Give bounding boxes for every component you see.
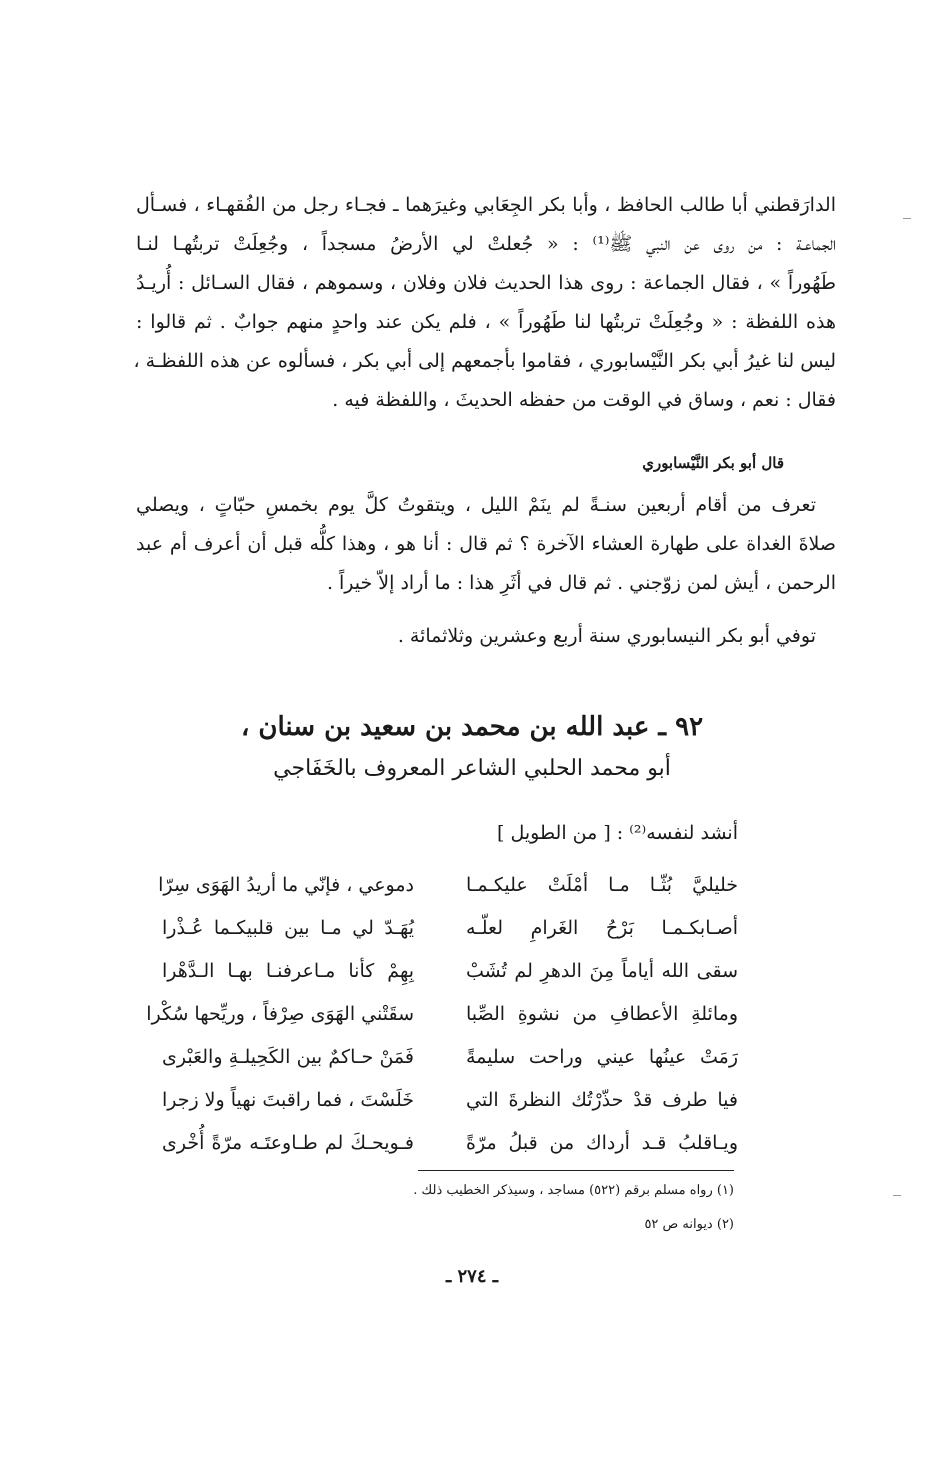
text-line: صلاةَ الغداة على طهارة العشاء الآخرة ؟ ثم قال : أنا هو ، وهذا كلُّه قبل أن أعرف أم عبد — [136, 533, 836, 555]
text-line: الرحمن ، أيش لمن زوّجني . ثم قال في أثَرِ هذا : ما أراد إلاّ خيراً . — [326, 572, 836, 594]
verse-second-hemistich: خَلَسْتَ ، فما راقبتَ نهياً ولا زجرا — [161, 1089, 414, 1111]
scan-mark — [903, 218, 911, 219]
verse-second-hemistich: دموعي ، فإنّي ما أريدُ الهَوَى سِرّا — [158, 874, 414, 896]
text-line: ليس لنا غيرُ أبي بكر النَّيْسابوري ، فقاموا بأجمعهم إلى أبي بكر ، فسألوه عن هذه اللفظـة ، — [133, 350, 836, 372]
verse — [0, 909, 944, 947]
text-line: الدارَقطني أبا طالب الحافظ ، وأبا بكر الجِعَابي وغيرَهما ـ فجـاء رجل من الفُقهـاء ، فسـأل — [136, 194, 836, 216]
verse-first-hemistich: سقى الله أياماً مِنَ الدهرِ لم تُشَبْ — [466, 960, 738, 982]
verse-first-hemistich: رَمَتْ عينُها عيني وراحت سليمةً — [466, 1046, 738, 1068]
verse-first-hemistich: خليليَّ بُثّـا مـا أمْلَتْ عليكـمـا — [466, 874, 738, 896]
text-line: الجماعـة : من روى عن النبي ﷺ⁽¹⁾ : « جُعلتْ لي الأرضُ مسجداً ، وجُعِلَتْ تربتُهـا لنـا — [136, 233, 836, 255]
verse — [0, 995, 944, 1033]
text-line: هذه اللفظة : « وجُعِلَتْ تربتُها لنا طَهُوراً » ، فلم يكن عند واحدٍ منهم جوابٌ . ثم قالوا : — [136, 311, 836, 333]
poem-intro: أنشد لنفسه⁽²⁾ : [ من الطويل ] — [497, 822, 738, 844]
text-line: طَهُوراً » ، فقال الجماعة : روى هذا الحديث فلان وفلان ، وسموهم ، فقال السـائل : أُريـدُ — [136, 272, 836, 294]
footnote: (٢) ديوانه ص ٥٢ — [644, 1217, 734, 1232]
page-number: ـ ٢٧٤ ـ — [445, 1266, 499, 1287]
verse-first-hemistich: ويـاقلبُ قـد أرداك من قبلُ مرّةً — [466, 1132, 738, 1154]
footnote: (١) رواه مسلم برقم (٥٢٢) مساجد ، وسيذكر الخطيب ذلك . — [413, 1183, 734, 1198]
verse — [0, 866, 944, 904]
death-note: توفي أبو بكر النيسابوري سنة أربع وعشرين وثلاثمائة . — [397, 625, 816, 647]
verse-second-hemistich: بِهِمْ كأنا مـاعرفنـا بهـا الـدَّهْرا — [162, 960, 414, 982]
verse-first-hemistich: فيا طرف قدْ حذّرْتُك النظرةَ التي — [466, 1089, 738, 1111]
text-line: تعرف من أقام أربعين سنـةً لم ينَمْ الليل ، ويتقوتُ كلَّ يوم بخمسِ حبّاتٍ ، ويصلي — [136, 494, 816, 516]
verse — [0, 1038, 944, 1076]
verse-first-hemistich: أصـابكـمـا بَرْحُ الغَرامِ لعلّـه — [466, 917, 738, 939]
verse-second-hemistich: فـويحـكَ لم طـاوعتَـه مرّةً أُخْرى — [162, 1132, 414, 1154]
verse — [0, 1081, 944, 1119]
entry-title: ٩٢ ـ عبد الله بن محمد بن سعيد بن سنان ، — [240, 712, 704, 742]
text-line: فقال : نعم ، وساق في الوقت من حفظه الحديثَ ، واللفظة فيه . — [332, 389, 836, 411]
entry-subtitle: أبو محمد الحلبي الشاعر المعروف بالخَفَاجي — [273, 756, 671, 781]
verse-second-hemistich: يُهَـدّ لي مـا بين قلبيكـما عُـذْرا — [162, 917, 414, 939]
verse-second-hemistich: سقَتْني الهَوَى صِرْفاً ، وريِّحها سُكْرا — [146, 1003, 414, 1025]
verse — [0, 1124, 944, 1162]
verse-second-hemistich: فَمَنْ حـاكمٌ بين الكَحِيلـةِ والعَبْرى — [162, 1046, 414, 1068]
section-subheading: قال أبو بكر النَّيْسابوري — [642, 454, 784, 472]
verse — [0, 952, 944, 990]
verse-first-hemistich: ومائلةِ الأعطافِ من نشوةِ الصِّبا — [466, 1003, 738, 1025]
scan-mark — [893, 1195, 901, 1196]
footnote-divider — [418, 1170, 734, 1171]
